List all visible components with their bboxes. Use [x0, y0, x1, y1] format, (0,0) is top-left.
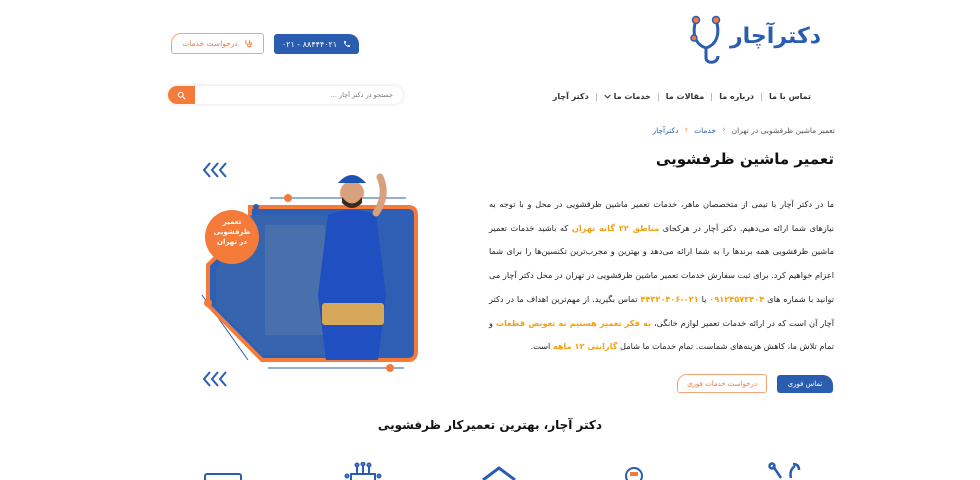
- circuit-icon: [343, 462, 383, 480]
- stethoscope-logo-icon: [688, 14, 736, 66]
- text-segment: ما در دکتر آچار با تیمی از متخصصان ماهر، خدمات تعمیر ماشین ظرفشویی در محل و با توجه به نیازهای شما ارائه می‌دهیم. دکتر آچار در هرکجای: [489, 199, 834, 233]
- nav-label: دکتر آچار: [552, 92, 589, 101]
- nav-divider: [658, 93, 659, 101]
- request-services-label: درخواست خدمات: [182, 39, 238, 48]
- tools-icon: [767, 462, 803, 480]
- chevron-down-icon: [604, 93, 611, 100]
- nav-item-home[interactable]: [546, 92, 596, 101]
- breadcrumb-home[interactable]: دکترآچار: [652, 125, 679, 135]
- nav-label: خدمات ما: [613, 92, 651, 101]
- chevron-left-icon: ‹: [684, 125, 689, 135]
- text-segment: است.: [530, 341, 553, 352]
- search-input[interactable]: [195, 86, 403, 104]
- technician-icon: [619, 462, 649, 480]
- monitor-icon: [203, 462, 243, 480]
- logo-text: دکترآچار: [730, 24, 822, 49]
- text-segment: یا: [698, 293, 710, 304]
- nav-label: تماس با ما: [769, 92, 811, 101]
- stethoscope-icon: [244, 39, 253, 48]
- text-segment: که باشید خدمات تعمیر ماشین ظرفشویی همه برندها را به شما ارائه می‌دهد و بهترین و مجرب‌ترین تکنسین‌ها را برای شما اعزام خواهیم کرد. برای ثبت سفارش خدمات تعمیر ماشین ظرفشویی در تهران در محل دکتر آچار می توانید با شماره های: [489, 222, 834, 304]
- page-title: تعمیر ماشین ظرفشویی: [655, 150, 834, 168]
- main-nav: [546, 92, 818, 101]
- section-title: دکتر آچار، بهترین تعمیرکار ظرفشویی: [377, 418, 603, 432]
- phone-button[interactable]: [274, 34, 359, 54]
- chevron-left-icon: ‹: [722, 125, 726, 135]
- text-segment: و تمام تلاش ما، کاهش هزینه‌های شماست. تمام خدمات ما شامل: [489, 317, 834, 352]
- search-icon: [177, 91, 186, 100]
- nav-label: مقالات ما: [665, 92, 705, 101]
- breadcrumb-services[interactable]: خدمات: [694, 125, 717, 135]
- phone-icon: [343, 40, 351, 48]
- hero-badge: تعمیر ظرفشویی در تهران: [213, 218, 251, 246]
- nav-item-services[interactable]: [597, 92, 658, 101]
- nav-divider: [761, 93, 762, 101]
- hero-illustration: [190, 155, 430, 390]
- request-services-button[interactable]: [171, 33, 264, 54]
- hero-image: [190, 155, 430, 390]
- quick-request-button[interactable]: درخواست خدمات فوری: [677, 374, 767, 393]
- breadcrumb: [653, 125, 835, 135]
- chevrons-left-icon: [204, 163, 226, 177]
- highlight-mobile-number[interactable]: ۰۹۱۲۴۵۷۳۴۰۴: [709, 293, 765, 304]
- search-bar: [168, 86, 403, 104]
- highlight-regions: مناطق ۲۲ گانه تهران: [571, 222, 660, 233]
- urgent-contact-button[interactable]: تماس فوری: [777, 375, 833, 393]
- nav-divider: [711, 93, 712, 101]
- highlight-warranty: گارانتی ۱۲ ماهه: [552, 341, 618, 352]
- search-button[interactable]: [168, 86, 195, 104]
- nav-label: درباره ما: [719, 92, 755, 101]
- nav-item-about[interactable]: [712, 92, 761, 101]
- highlight-phone-number[interactable]: ۰۲۱-۴۴۳۲۰۴۰۶: [640, 293, 699, 304]
- highlight-repair-motto: به فکر تعمیر هستیم نه تعویض قطعات: [495, 317, 652, 328]
- service-description: [489, 193, 834, 359]
- nav-item-contact[interactable]: [762, 92, 818, 101]
- nav-item-articles[interactable]: [659, 92, 711, 101]
- text-segment: تماس بگیرید. از مهم‌ترین اهداف ما در دکتر آچار آن است که در ارائه خدمات تعمیر لوازم خانگی،: [489, 293, 835, 328]
- logo[interactable]: [688, 14, 838, 74]
- breadcrumb-current: تعمیر ماشین ظرفشویی در تهران: [731, 125, 835, 135]
- feature-icons-row: [195, 462, 805, 480]
- home-icon: [479, 462, 519, 480]
- nav-divider: [596, 93, 597, 101]
- phone-number: ۰۲۱ - ۸۸۴۴۴۰۲۱: [281, 39, 338, 49]
